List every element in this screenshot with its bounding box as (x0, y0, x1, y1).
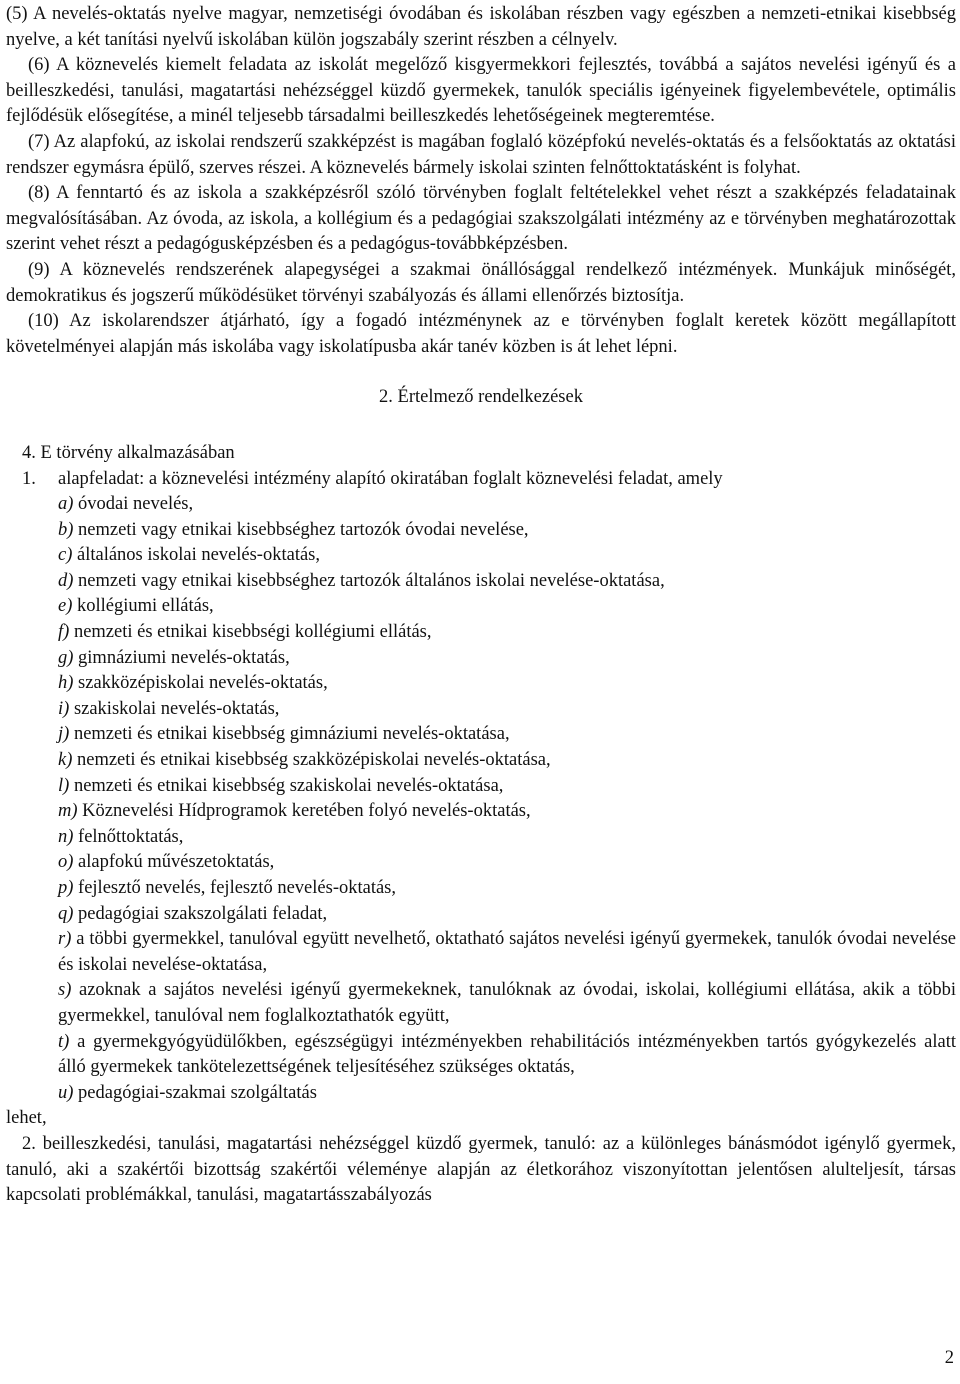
paragraph-text: A fenntartó és az iskola a szakképzésről szóló törvényben foglalt feltételekkel vehet részt a szakképzés feladatainak megvalósításában. Az óvoda, az iskola, a kollégium és a pedagógiai szakszolgálati intézmény az e törvényben meghatározottak szerint vehet részt a pedagógusképzésben és a pedagógus-továbbképzésben. (6, 183, 956, 255)
subitem-text: nemzeti vagy etnikai kisebbséghez tartozók általános iskolai nevelése-oktatása, (78, 570, 665, 591)
paragraph-6 (6, 53, 956, 130)
subitem-text: nemzeti és etnikai kisebbségi kollégiumi ellátás, (73, 622, 432, 643)
item-number: 2. (22, 1133, 36, 1154)
subitem-text: nemzeti és etnikai kisebbség szakközépiskolai nevelés-oktatása, (77, 750, 551, 771)
subitem (58, 722, 956, 748)
paragraph-label: (5) (6, 4, 28, 24)
document-page (6, 2, 956, 1209)
subitem-mark: a) (58, 494, 74, 515)
subitem (58, 697, 956, 723)
subitem-text: nemzeti és etnikai kisebbség szakiskolai nevelés-oktatása, (73, 775, 504, 796)
subitem (58, 799, 956, 825)
subitem-mark: t) (58, 1031, 70, 1052)
subitem (58, 518, 956, 544)
paragraph-8 (6, 181, 956, 258)
subitem-mark: o) (58, 852, 74, 873)
paragraph-label: (6) (28, 55, 50, 76)
subitem (58, 1030, 956, 1081)
paragraph-label: (10) (28, 311, 59, 332)
subitem-text: általános iskolai nevelés-oktatás, (77, 545, 320, 566)
subitem-text: pedagógiai-szakmai szolgáltatás (78, 1082, 317, 1103)
item-text: beilleszkedési, tanulási, magatartási nehézséggel küzdő gyermek, tanuló: az a különleges bánásmódot igénylő gyermek, tanuló, aki a szakértői bizottság szakértői véleménye alapján az életkorához viszonyítottan jelentősen alulteljesít, társas kapcsolati problémákkal, tanulási, magatartásszabályozás (6, 1133, 956, 1206)
subitem-text: nemzeti vagy etnikai kisebbséghez tartozók óvodai nevelése, (78, 519, 529, 540)
subitem-text: a többi gyermekkel, tanulóval együtt nevelhető, oktatható sajátos nevelési igényű gyermekek, tanulók óvodai nevelése és iskolai nevelése-oktatása, (58, 929, 957, 975)
subitem (58, 748, 956, 774)
item-text: alapfeladat: a köznevelési intézmény alapító okiratában foglalt köznevelési feladat, amely (58, 468, 723, 489)
subitem-list (6, 492, 956, 1106)
subitem (58, 1081, 956, 1107)
subitem-mark: r) (58, 929, 72, 950)
subitem-mark: j) (58, 724, 70, 745)
item-1-tail: lehet, (6, 1108, 47, 1129)
subitem-text: szakközépiskolai nevelés-oktatás, (78, 673, 328, 694)
paragraph-text: A köznevelés rendszerének alapegységei a szakmai önállósággal rendelkező intézmények. Munkájuk minőségét, demokratikus és jogszerű működésüket törvényi szabályozás és állami ellenőrzés biztosítja. (6, 259, 956, 306)
subitem-mark: n) (58, 826, 74, 847)
subitem-text: fejlesztő nevelés, fejlesztő nevelés-oktatás, (78, 878, 397, 898)
subitem-text: gimnáziumi nevelés-oktatás, (78, 647, 290, 668)
subitem-mark: g) (58, 647, 74, 668)
paragraph-7 (6, 130, 956, 181)
paragraph-5 (6, 2, 956, 53)
paragraph-text: A nevelés-oktatás nyelve magyar, nemzetiségi óvodában és iskolában részben vagy egészben a nemzeti-etnikai kisebbség nyelve, a két tanítási nyelvű iskolában külön jogszabály szerint részben a célnyelv. (6, 4, 956, 50)
subitem (58, 492, 956, 518)
subitem (58, 850, 956, 876)
subitem-mark: k) (58, 750, 73, 771)
subitem (58, 978, 956, 1029)
subitem-mark: s) (58, 980, 72, 1001)
subheading: 4. E törvény alkalmazásában (22, 442, 235, 463)
subitem-mark: l) (58, 775, 70, 796)
subitem-mark: f) (58, 622, 70, 643)
subitem (58, 825, 956, 851)
subitem (58, 594, 956, 620)
subitem-mark: u) (58, 1082, 74, 1103)
subitem-text: nemzeti és etnikai kisebbség gimnáziumi nevelés-oktatása, (73, 724, 510, 745)
item-number: 1. (22, 468, 36, 489)
subitem (58, 569, 956, 595)
paragraph-9 (6, 258, 956, 309)
subitem (58, 774, 956, 800)
subitem-mark: q) (58, 903, 74, 924)
subitem (58, 646, 956, 672)
subitem (58, 902, 956, 928)
subitem-mark: b) (58, 519, 74, 540)
subitem-text: szakiskolai nevelés-oktatás, (73, 698, 280, 719)
definition-item-1 (22, 467, 956, 493)
paragraph-label: (7) (28, 131, 50, 152)
subitem-text: felnőttoktatás, (78, 826, 184, 847)
paragraph-text: Az alapfokú, az iskolai rendszerű szakképzést is magában foglaló középfokú nevelés-oktatás és a felsőoktatás az oktatási rendszer egymásra épülő, szerves részei. A köznevelés bármely iskolai szinten felnőttoktatásként is folyhat. (6, 131, 956, 178)
subitem (58, 620, 956, 646)
subitem-mark: c) (58, 545, 73, 566)
paragraph-10 (6, 309, 956, 360)
definition-item-2 (6, 1132, 956, 1209)
subitem-mark: d) (58, 570, 74, 591)
paragraph-label: (9) (28, 259, 50, 280)
subitem-mark: i) (58, 698, 70, 719)
subitem-mark: p) (58, 878, 74, 898)
subitem-text: azoknak a sajátos nevelési igényű gyermekeknek, tanulóknak az óvodai, iskolai, kollégiumi ellátása, akik a többi gyermekkel, tanulóval nem foglalkoztathatók együtt, (58, 980, 957, 1026)
subitem-text: óvodai nevelés, (78, 494, 194, 515)
subitem-mark: m) (58, 801, 78, 822)
page-number: 2 (944, 1348, 954, 1368)
subitem (58, 927, 956, 978)
subitem-text: Köznevelési Hídprogramok keretében folyó nevelés-oktatás, (82, 801, 531, 822)
section-title: 2. Értelmező rendelkezések (379, 387, 583, 408)
subitem-text: kollégiumi ellátás, (77, 596, 214, 617)
subitem-text: a gyermekgyógyüdülőkben, egészségügyi intézményekben rehabilitációs intézményekben tartós gyógykezelés alatt álló gyermekek tankötelezettségének teljesítéséhez szükséges oktatás, (58, 1031, 957, 1078)
paragraph-text: Az iskolarendszer átjárható, így a fogadó intézménynek az e törvényben foglalt keretek között megállapított követelményei alapján más iskolába vagy iskolatípusba akár tanév közben is át lehet lépni. (6, 311, 956, 357)
subitem-text: pedagógiai szakszolgálati feladat, (78, 903, 328, 924)
subitem-mark: e) (58, 596, 73, 617)
subitem (58, 543, 956, 569)
subitem (58, 876, 956, 902)
subitem-mark: h) (58, 673, 74, 694)
subitem (58, 671, 956, 697)
paragraph-text: A köznevelés kiemelt feladata az iskolát megelőző kisgyermekkori fejlesztés, továbbá a sajátos nevelési igényű és a beilleszkedési, tanulási, magatartási nehézséggel küzdő gyermekek, tanulók speciális igényeinek figyelembevétele, optimális fejlődésük elősegítése, a minél teljesebb társadalmi beilleszkedés lehetőségeinek megteremtése. (6, 55, 956, 127)
paragraph-label: (8) (28, 183, 50, 204)
subitem-text: alapfokú művészetoktatás, (78, 852, 275, 873)
